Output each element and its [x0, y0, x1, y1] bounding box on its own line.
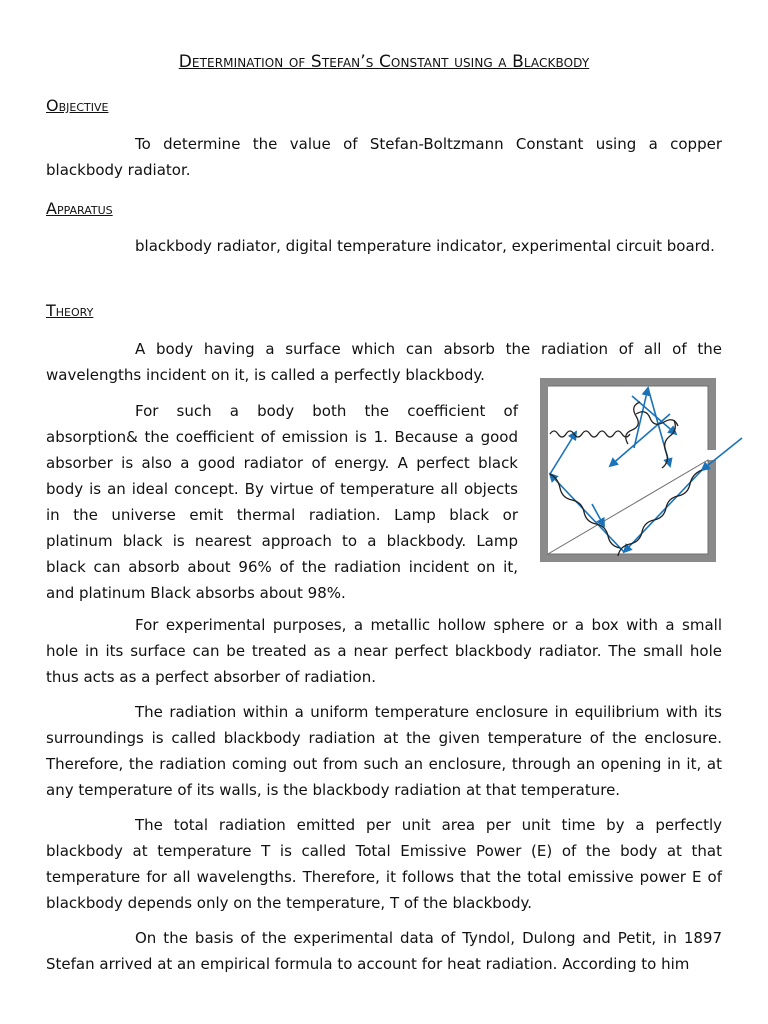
cavity-wall-inner-shade [548, 386, 708, 554]
document-title: Determination of Stefan’s Constant using a Blackbody [178, 52, 590, 72]
ray-bounce-2 [550, 474, 624, 552]
ray-small [592, 504, 604, 526]
theory-paragraph-2: For such a body both the coefficient of absorption& the coefficient of emission is 1. Because a good absorber is also a good radiator of energy. A perfect black body is an ideal concept. By virtue of temperature all objects in the universe emit thermal radiation. Lamp black or platinum black is nearest approach to a blackbody. Lamp black can absorb about 96% of the radiation incident on it, and platinum Black absorbs about 98%. [46, 402, 518, 602]
section-heading-apparatus: Apparatus [46, 199, 113, 218]
wave-top-coil [550, 431, 630, 437]
blackbody-cavity-figure [536, 374, 758, 566]
cavity-wall [540, 378, 716, 562]
theory-paragraph-5: The total radiation emitted per unit area per unit time by a perfectly blackbody at temperature T is called Total Emissive Power (E) of the body at that temperature for all wavelengths. Therefore, it follows that the total emissive power E of blackbody depends only on the temperature, T of the blackbody. [46, 816, 722, 912]
section-heading-objective: Objective [46, 96, 109, 115]
wave-inner-2 [626, 402, 640, 444]
objective-paragraph: To determine the value of Stefan-Boltzmann Constant using a copper blackbody radiator. [46, 135, 722, 179]
theory-paragraph-6: On the basis of the experimental data of Tyndol, Dulong and Petit, in 1897 Stefan arrived at an empirical formula to account for heat radiation. According to him [46, 929, 722, 973]
section-heading-theory: Theory [46, 301, 94, 320]
ray-bounce-3 [550, 432, 576, 474]
apparatus-paragraph: blackbody radiator, digital temperature indicator, experimental circuit board. [135, 237, 715, 255]
cavity-diagram [536, 374, 758, 566]
theory-paragraph-4: The radiation within a uniform temperature enclosure in equilibrium with its surroundings is called blackbody radiation at the given temperature of the enclosure. Therefore, the radiation coming out from such an enclosure, through an opening in it, at any temperature of its walls, is the blackbody radiation at that temperature. [46, 703, 722, 799]
theory-paragraph-3: For experimental purposes, a metallic hollow sphere or a box with a small hole in its surface can be treated as a near perfect blackbody radiator. The small hole thus acts as a perfect absorber of radiation. [46, 616, 722, 686]
theory-paragraph-1: A body having a surface which can absorb the radiation of all of the wavelengths incident on it, is called a perfectly blackbody. [46, 340, 722, 384]
